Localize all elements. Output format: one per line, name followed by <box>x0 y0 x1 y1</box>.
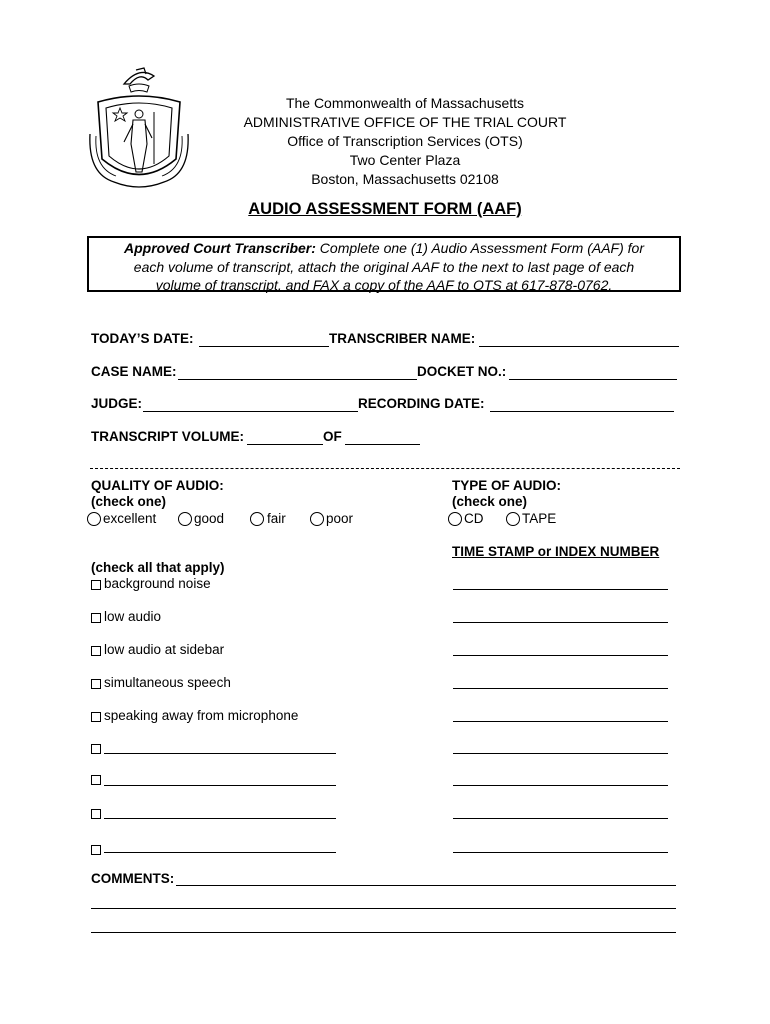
transcript-volume-field[interactable] <box>247 444 323 445</box>
quality-fair-label: fair <box>267 511 286 526</box>
instruction-line-2: each volume of transcript, attach the original AAF to the next to last page of each <box>133 258 635 275</box>
type-instruction: (check one) <box>452 494 528 509</box>
issue-other-3-field[interactable] <box>104 818 336 819</box>
massachusetts-seal <box>84 64 194 199</box>
case-name-label: CASE NAME: <box>91 364 177 379</box>
issue-speaking-away-label: speaking away from microphone <box>104 708 299 723</box>
issue-simultaneous-speech-label: simultaneous speech <box>104 675 231 690</box>
comments-line-2[interactable] <box>91 908 676 909</box>
comments-line-1[interactable] <box>176 885 676 886</box>
transcript-volume-label: TRANSCRIPT VOLUME: <box>91 429 244 444</box>
issue-low-audio-sidebar-checkbox[interactable] <box>91 646 101 656</box>
header-address-city: Boston, Massachusetts 02108 <box>311 171 499 187</box>
issue-low-audio-sidebar-label: low audio at sidebar <box>104 642 225 657</box>
header-office: ADMINISTRATIVE OFFICE OF THE TRIAL COURT <box>243 114 567 130</box>
issues-heading: (check all that apply) <box>91 560 225 575</box>
comments-label: COMMENTS: <box>91 871 175 886</box>
recording-date-field[interactable] <box>490 411 674 412</box>
timestamp-field-5[interactable] <box>453 721 668 722</box>
header-ots: Office of Transcription Services (OTS) <box>287 133 523 149</box>
issue-speaking-away-checkbox[interactable] <box>91 712 101 722</box>
issue-simultaneous-speech-checkbox[interactable] <box>91 679 101 689</box>
issue-other-3-checkbox[interactable] <box>91 809 101 819</box>
judge-field[interactable] <box>143 411 358 412</box>
timestamp-field-6[interactable] <box>453 753 668 754</box>
type-tape-label: TAPE <box>522 511 557 526</box>
issue-other-2-field[interactable] <box>104 785 336 786</box>
instruction-lead: Approved Court Transcriber: <box>124 240 316 256</box>
timestamp-field-3[interactable] <box>453 655 668 656</box>
form-title: AUDIO ASSESSMENT FORM (AAF) <box>248 200 522 218</box>
timestamp-field-4[interactable] <box>453 688 668 689</box>
quality-good-label: good <box>194 511 225 526</box>
issue-background-noise-label: background noise <box>104 576 211 591</box>
timestamp-heading: TIME STAMP or INDEX NUMBER <box>452 544 660 559</box>
quality-excellent-label: excellent <box>103 511 157 526</box>
instruction-box <box>87 236 681 292</box>
instruction-line-3: volume of transcript, and FAX a copy of the AAF to OTS at 617-878-0762. <box>155 277 613 293</box>
type-tape-radio[interactable] <box>506 512 520 526</box>
issue-other-1-field[interactable] <box>104 753 336 754</box>
timestamp-field-2[interactable] <box>453 622 668 623</box>
quality-excellent-radio[interactable] <box>87 512 101 526</box>
issue-low-audio-checkbox[interactable] <box>91 613 101 623</box>
comments-line-3[interactable] <box>91 932 676 933</box>
type-cd-radio[interactable] <box>448 512 462 526</box>
issue-low-audio-label: low audio <box>104 609 162 624</box>
recording-date-label: RECORDING DATE: <box>358 396 485 411</box>
timestamp-field-9[interactable] <box>453 852 668 853</box>
issue-other-1-checkbox[interactable] <box>91 744 101 754</box>
case-name-field[interactable] <box>178 379 417 380</box>
header-address-street: Two Center Plaza <box>349 152 461 168</box>
quality-poor-radio[interactable] <box>310 512 324 526</box>
quality-poor-label: poor <box>326 511 354 526</box>
docket-no-label: DOCKET NO.: <box>417 364 507 379</box>
quality-fair-radio[interactable] <box>250 512 264 526</box>
judge-label: JUDGE: <box>91 396 143 411</box>
timestamp-field-8[interactable] <box>453 818 668 819</box>
instruction-line-1: Complete one (1) Audio Assessment Form (AAF) for <box>315 240 644 256</box>
section-divider <box>90 468 680 469</box>
quality-instruction: (check one) <box>91 494 167 509</box>
timestamp-field-7[interactable] <box>453 785 668 786</box>
issue-other-2-checkbox[interactable] <box>91 775 101 785</box>
quality-good-radio[interactable] <box>178 512 192 526</box>
header-commonwealth: The Commonwealth of Massachusetts <box>285 95 525 111</box>
todays-date-label: TODAY’S DATE: <box>91 331 194 346</box>
type-cd-label: CD <box>464 511 484 526</box>
quality-heading: QUALITY OF AUDIO: <box>91 478 224 493</box>
timestamp-field-1[interactable] <box>453 589 668 590</box>
issue-other-4-field[interactable] <box>104 852 336 853</box>
volume-total-field[interactable] <box>345 444 420 445</box>
todays-date-field[interactable] <box>199 346 329 347</box>
type-heading: TYPE OF AUDIO: <box>452 478 562 493</box>
docket-no-field[interactable] <box>509 379 677 380</box>
volume-of-label: OF <box>323 429 342 444</box>
issue-background-noise-checkbox[interactable] <box>91 580 101 590</box>
transcriber-name-field[interactable] <box>479 346 679 347</box>
issue-other-4-checkbox[interactable] <box>91 845 101 855</box>
transcriber-name-label: TRANSCRIBER NAME: <box>329 331 476 346</box>
